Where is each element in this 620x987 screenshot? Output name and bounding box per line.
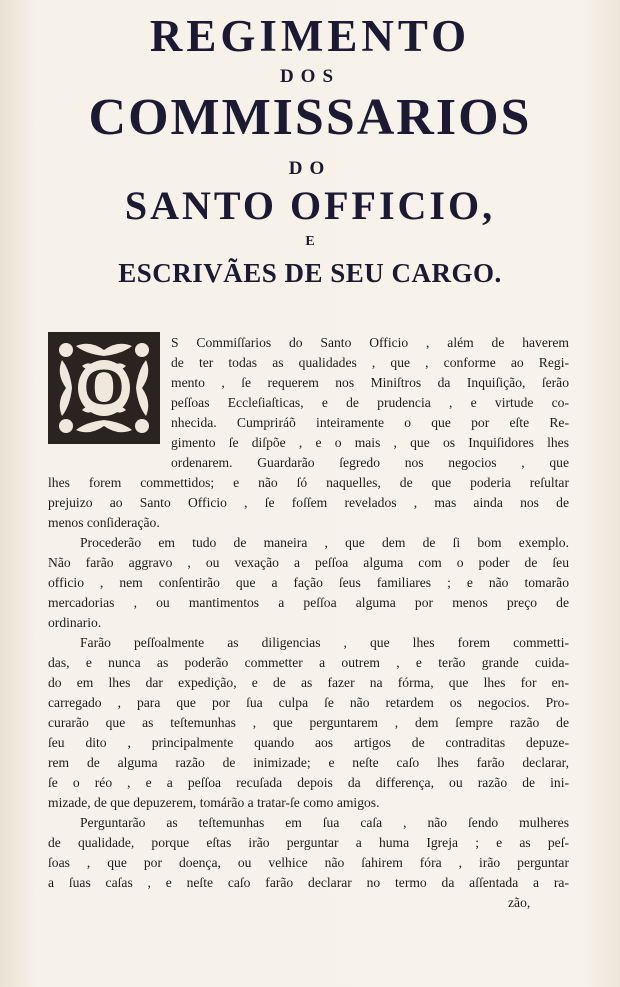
text-line: ordinario.	[48, 615, 102, 630]
title-dos: DOS	[279, 66, 341, 87]
text-line: S Commiſſarios do Santo Officio , além de haverem	[171, 335, 569, 350]
text-line: lhes forem commettidos; e não ſó naquelles, de que poderia reſultar	[48, 475, 569, 490]
text-line: ſoas , que por doença, ou velhice não ſahirem fóra , irão perguntar	[48, 855, 569, 870]
drop-cap-letter: O	[83, 359, 125, 416]
text-line: peſſoas Eccleſiaſticas, e de prudencia , e virtude co-	[171, 395, 569, 410]
text-line: menos conſideração.	[48, 515, 160, 530]
text-line: de ter todas as qualidades , que , conforme ao Regi-	[171, 355, 569, 370]
text-line: ſe o réo , e a peſſoa recuſada depois da differença, ou razão de ini-	[48, 775, 569, 790]
text-line: ordenarem. Guardarão ſegredo nos negocios , que	[171, 455, 569, 470]
text-line: prejuizo ao Santo Officio , ſe foſſem revelados , mas ainda nos de	[48, 495, 569, 510]
text-line: a ſuas caſas , e neſte caſo farão declarar no termo da aſſentada a ra-	[48, 875, 569, 890]
title-e: E	[305, 234, 315, 249]
text-line: do em lhes dar expedição, e de as fazer na fórma, que lhes for en-	[48, 675, 569, 690]
paragraph-start-line: Farão peſſoalmente as diligencias , que lhes forem commetti-	[80, 635, 569, 650]
paragraph-start-line: Procederão em tudo de maneira , que dem de ſi bom exemplo.	[80, 535, 569, 550]
text-line: ſeu dito , principalmente quando aos artigos de contraditas depuze-	[48, 735, 569, 750]
title-santo-officio: SANTO OFFICIO,	[124, 183, 496, 228]
text-line: das, e nunca as poderão commetter a outrem , e terão grande cuida-	[48, 655, 569, 670]
text-line: Não farão aggravo , ou vexação a peſſoa alguma com o poder de ſeu	[48, 555, 569, 570]
text-line: mercadorias , ou mantimentos a peſſoa alguma por menos preço de	[48, 595, 569, 610]
title-regimento: REGIMENTO	[149, 11, 471, 61]
text-line: nhecida. Cumpriráõ inteiramente o que por eſte Re-	[171, 415, 569, 430]
text-line: mento , ſe requerem nos Miniſtros da Inquiſição, ſerão	[171, 375, 569, 390]
text-line: officio , nem conſentirão que a fação ſeus familiares ; e não tomarão	[48, 575, 569, 590]
text-line: mizade, de que depuzerem, tomárão a tratar-ſe como amigos.	[48, 795, 380, 810]
text-line: de qualidade, porque eſtas irão perguntar a huma Igreja ; e as peſ-	[48, 835, 569, 850]
text-line: carregado , para que por ſua culpa ſe não retardem os negocios. Pro-	[48, 695, 569, 710]
title-escrivaes: ESCRIVÃES DE SEU CARGO.	[118, 258, 502, 288]
catchword: zão,	[508, 895, 531, 910]
text-line: rem de alguma razão de inimizade; e neſte caſo lhes farão declarar,	[48, 755, 569, 770]
title-do: DO	[288, 158, 332, 179]
text-line: curarão que as teſtemunhas , que perguntarem , dem ſempre razão de	[48, 715, 569, 730]
text-line: gimento ſe diſpõe , e o mais , que os Inquiſidores lhes	[171, 435, 569, 450]
title-commissarios: COMMISSARIOS	[88, 89, 532, 146]
paragraph-start-line: Perguntarão as teſtemunhas em ſua caſa , não ſendo mulheres	[80, 815, 569, 830]
ornate-initial-frame-icon	[48, 332, 160, 444]
